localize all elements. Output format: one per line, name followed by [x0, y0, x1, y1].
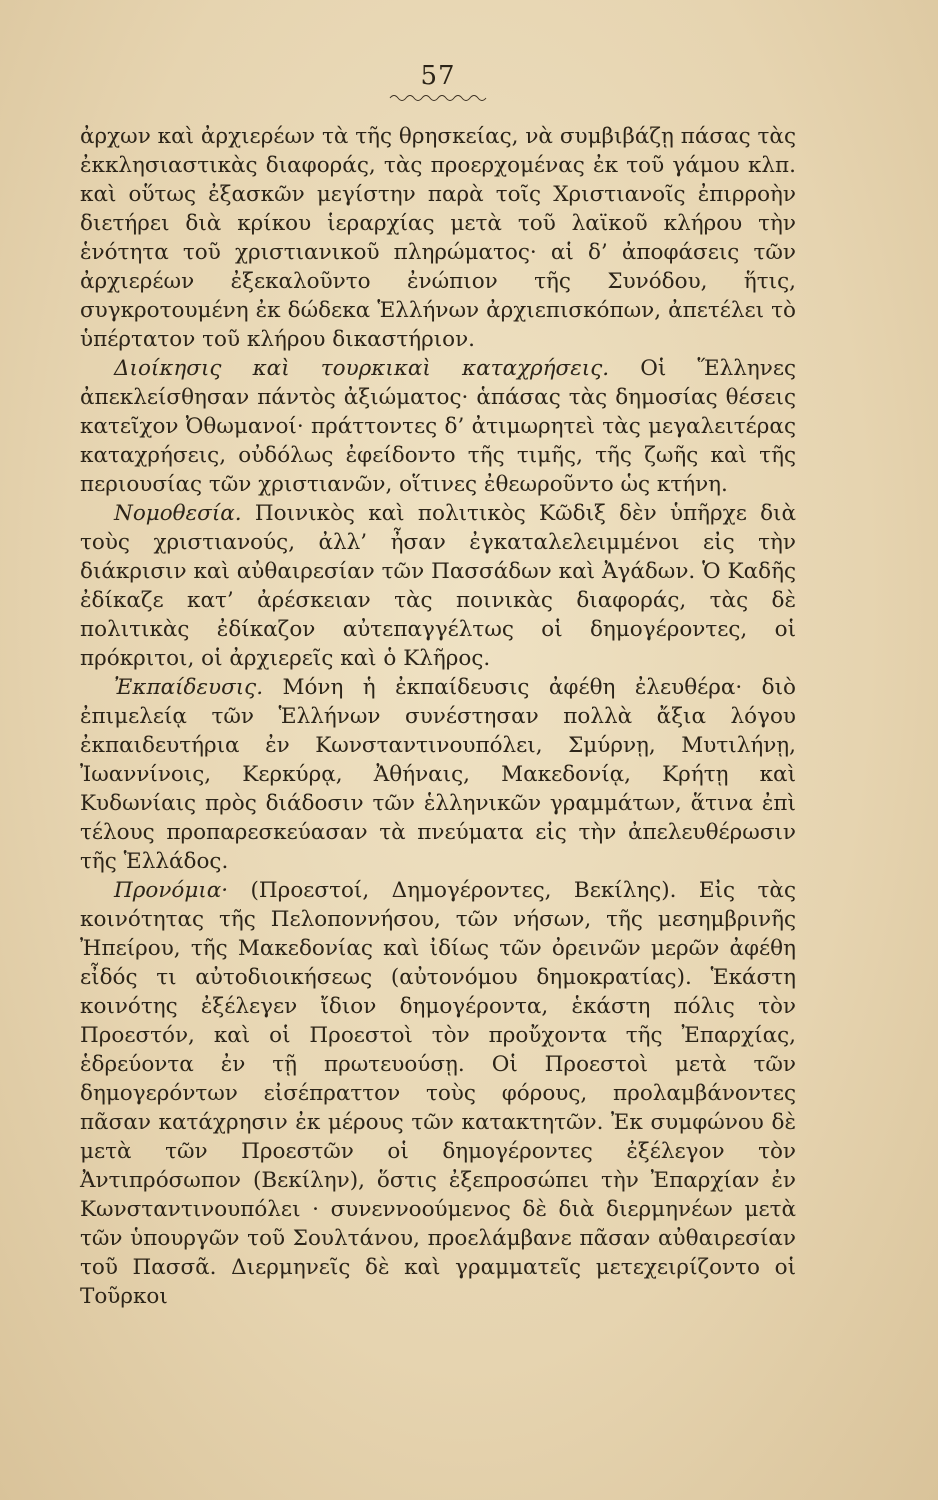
paragraph-legislation: [80, 499, 796, 673]
book-page: [80, 60, 796, 1311]
paragraph-text: Μόνη ἡ ἐκπαίδευσις ἀφέθη ἐλευθέρα· διὸ ἐπιμελείᾳ τῶν Ἑλλήνων συνέστησαν πολλὰ ἄξια λόγου ἐκπαιδευτήρια ἐν Κωνσταντινουπόλει, Σμύρνῃ, Μυτιλήνῃ, Ἰωαννίνοις, Κερκύρᾳ, Ἀθήναις, Μακεδονίᾳ, Κρήτῃ καὶ Κυδωνίαις πρὸς διάδοσιν τῶν ἑλληνικῶν γραμμάτων, ἅτινα ἐπὶ τέλους προπαρεσκεύασαν τὰ πνεύματα εἰς τὴν ἀπελευθέρωσιν τῆς Ἑλλάδος.: [80, 675, 796, 874]
paragraph-text: Οἱ Ἕλληνες ἀπεκλείσθησαν πάντὸς ἀξιώματος· ἁπάσας τὰς δημοσίας θέσεις κατεῖχον Ὀθωμανοί· πράττοντες δ’ ἀτιμωρητεὶ τὰς μεγαλειτέρας καταχρήσεις, οὐδόλως ἐφείδοντο τῆς τιμῆς, τῆς ζωῆς καὶ τῆς περιουσίας τῶν χριστιανῶν, οἵτινες ἐθεωροῦντο ὡς κτήνη.: [80, 356, 796, 497]
paragraph-text: (Προεστοί, Δημογέροντες, Βεκίλης). Εἰς τὰς κοινότητας τῆς Πελοποννήσου, τῶν νήσων, τῆς μεσημβρινῆς Ἠπείρου, τῆς Μακεδονίας καὶ ἰδίως τῶν ὀρεινῶν μερῶν ἀφέθη εἶδός τι αὐτοδιοικήσεως (αὐτονόμου δημοκρατίας). Ἑκάστη κοινότης ἐξέλεγεν ἴδιον δημογέροντα, ἑκάστη πόλις τὸν Προεστόν, καὶ οἱ Προεστοὶ τὸν προὔχοντα τῆς Ἐπαρχίας, ἑδρεύοντα ἐν τῇ πρωτευούσῃ. Οἱ Προεστοὶ μετὰ τῶν δημογερόντων εἰσέπραττον τοὺς φόρους, προλαμβάνοντες πᾶσαν κατάχρησιν ἐκ μέρους τῶν κατακτητῶν. Ἐκ συμφώνου δὲ μετὰ τῶν Προεστῶν οἱ δημογέροντες ἐξέλεγον τὸν Ἀντιπρόσωπον (Βεκίλην), ὅστις ἐξεπροσώπει τὴν Ἐπαρχίαν ἐν Κωνσταντινουπόλει · συνεννοούμενος δὲ διὰ διερμηνέων μετὰ τῶν ὑπουργῶν τοῦ Σουλτάνου, προελάμβανε πᾶσαν αὐθαιρεσίαν τοῦ Πασσᾶ. Διερμηνεῖς δὲ καὶ γραμματεῖς μετεχειρίζοντο οἱ Τοῦρκοι: [80, 878, 796, 1309]
section-heading-legislation: Νομοθεσία.: [114, 501, 242, 526]
paragraph-intro: [80, 122, 796, 354]
paragraph-text: Ποινικὸς καὶ πολιτικὸς Κῶδιξ δὲν ὑπῆρχε διὰ τοὺς χριστιανούς, ἀλλ’ ἦσαν ἐγκαταλελειμμένοι εἰς τὴν διάκρισιν καὶ αὐθαιρεσίαν τῶν Πασσάδων καὶ Ἀγάδων. Ὁ Καδῆς ἐδίκαζε κατ’ ἀρέσκειαν τὰς ποινικὰς διαφοράς, τὰς δὲ πολιτικὰς ἐδίκαζον αὐτεπαγγέλτως οἱ δημογέροντες, οἱ πρόκριτοι, οἱ ἀρχιερεῖς καὶ ὁ Κλῆρος.: [80, 501, 796, 671]
body-text: [80, 122, 796, 1311]
page-number: 57: [420, 61, 456, 91]
paragraph-administration: [80, 354, 796, 499]
paragraph-education: [80, 673, 796, 876]
section-heading-privileges: Προνόμια·: [114, 878, 229, 903]
paragraph-text: ἀρχων καὶ ἀρχιερέων τὰ τῆς θρησκείας, νὰ συμβιβάζῃ πάσας τὰς ἐκκλησιαστικὰς διαφοράς, τὰς προερχομένας ἐκ τοῦ γάμου κλπ. καὶ οὕτως ἐξασκῶν μεγίστην παρὰ τοῖς Χριστιανοῖς ἐπιρροὴν διετήρει διὰ κρίκου ἱεραρχίας μετὰ τοῦ λαϊκοῦ κλήρου τὴν ἑνότητα τοῦ χριστιανικοῦ πληρώματος· αἱ δ’ ἀποφάσεις τῶν ἀρχιερέων ἐξεκαλοῦντο ἐνώπιον τῆς Συνόδου, ἥτις, συγκροτουμένη ἐκ δώδεκα Ἑλλήνων ἀρχιεπισκόπων, ἀπετέλει τὸ ὑπέρτατον τοῦ κλήρου δικαστήριον.: [80, 124, 796, 352]
paragraph-privileges: [80, 876, 796, 1311]
section-heading-administration: Διοίκησις καὶ τουρκικαὶ καταχρήσεις.: [114, 356, 610, 381]
section-heading-education: Ἐκπαίδευσις.: [114, 675, 264, 700]
wavy-line-ornament: [388, 92, 488, 102]
